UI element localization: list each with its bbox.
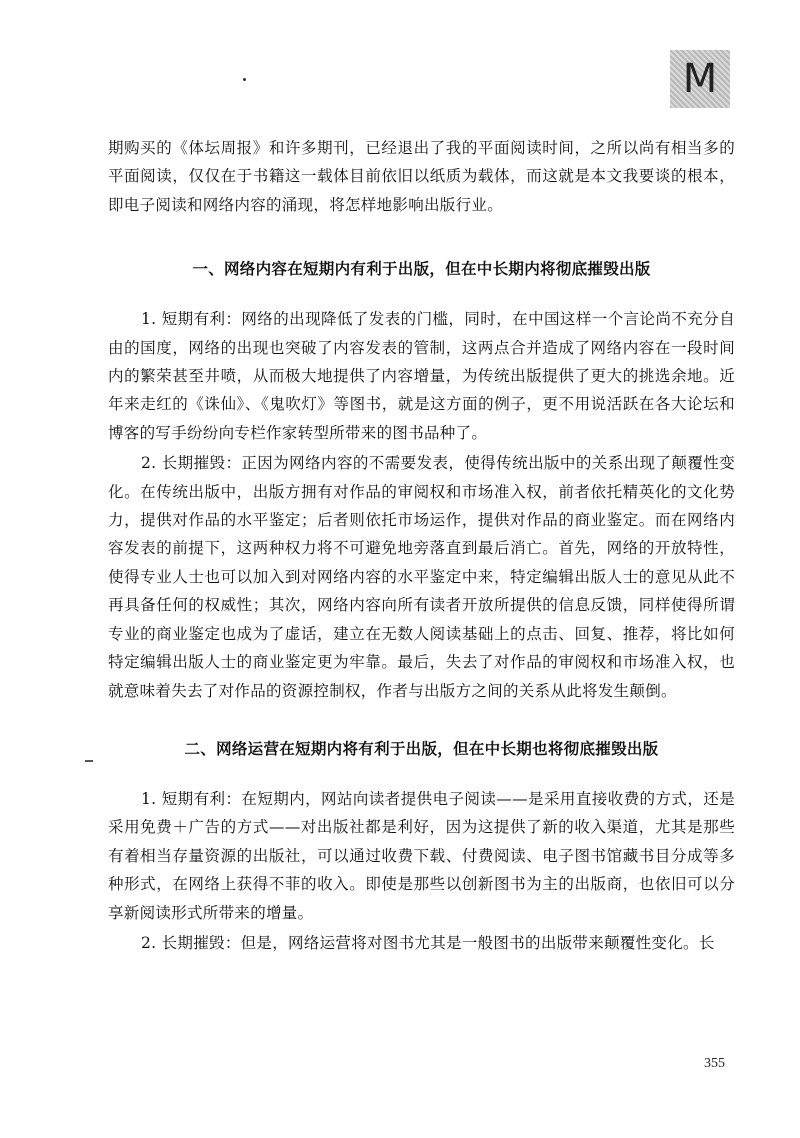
intro-paragraph: 期购买的《体坛周报》和许多期刊，已经退出了我的平面阅读时间，之所以尚有相当多的平面阅读，仅仅在于书籍这一载体目前依旧以纸质为载体，而这就是本文我要谈的根本，即电子阅读和网络内容的涌现，将怎样地影响出版行业。 [108,139,735,214]
section2-paragraph-1: 1. 短期有利：在短期内，网站向读者提供电子阅读——是采用直接收费的方式，还是采用免费＋广告的方式——对出版社都是利好，因为这提供了新的收入渠道，尤其是那些有着相当存量资源的出版社，可以通过收费下载、付费阅读、电子图书馆藏书目分成等多种形式，在网络上获得不菲的收入。即使是那些以创新图书为主的出版商，也依旧可以分享新阅读形式所带来的增量。 [108,789,735,922]
section1-paragraph-1: 1. 短期有利：网络的出现降低了发表的门槛，同时，在中国这样一个言论尚不充分自由的国度，网络的出现也突破了内容发表的管制，这两点合并造成了网络内容在一段时间内的繁荣甚至井喷，从而极大地提供了内容增量，为传统出版提供了更大的挑选余地。近年来走红的《诛仙》、《鬼吹灯》等图书，就是这方面的例子，更不用说活跃在各大论坛和博客的写手纷纷向专栏作家转型所带来的图书品种了。 [108,310,735,442]
section1-paragraph-2: 2. 长期摧毁：正因为网络内容的不需要发表，使得传统出版中的关系出现了颠覆性变化。在传统出版中，出版方拥有对作品的审阅权和市场准入权，前者依托精英化的文化势力，提供对作品的水平鉴定；后者则依托市场运作，提供对作品的商业鉴定。而在网络内容发表的前提下，这两种权力将不可避免地旁落直到最后消亡。首先，网络的开放特性，使得专业人士也可以加入到对网络内容的水平鉴定中来，特定编辑出版人士的意见从此不再具备任何的权威性；其次，网络内容向所有读者开放所提供的信息反馈，同样使得所谓专业的商业鉴定也成为了虚话，建立在无数人阅读基础上的点击、回复、推荐，将比如何特定编辑出版人士的商业鉴定更为牢靠。最后，失去了对作品的审阅权和市场准入权，也就意味着失去了对作品的资源控制权，作者与出版方之间的关系从此将发生颠倒。 [108,454,735,700]
section-letter: M [682,56,718,102]
section-heading-1: 一、网络内容在短期内有利于出版，但在中长期内将彻底摧毁出版 [192,260,651,279]
section-letter-tab [670,50,730,108]
scan-speck [243,78,246,81]
page-number: 355 [704,1056,725,1071]
section-heading-2: 二、网络运营在短期内将有利于出版，但在中长期也将彻底摧毁出版 [184,739,659,758]
scan-mark [85,760,93,762]
section2-paragraph-2: 2. 长期摧毁：但是，网络运营将对图书尤其是一般图书的出版带来颠覆性变化。长 [141,933,715,952]
page-body [108,134,735,957]
